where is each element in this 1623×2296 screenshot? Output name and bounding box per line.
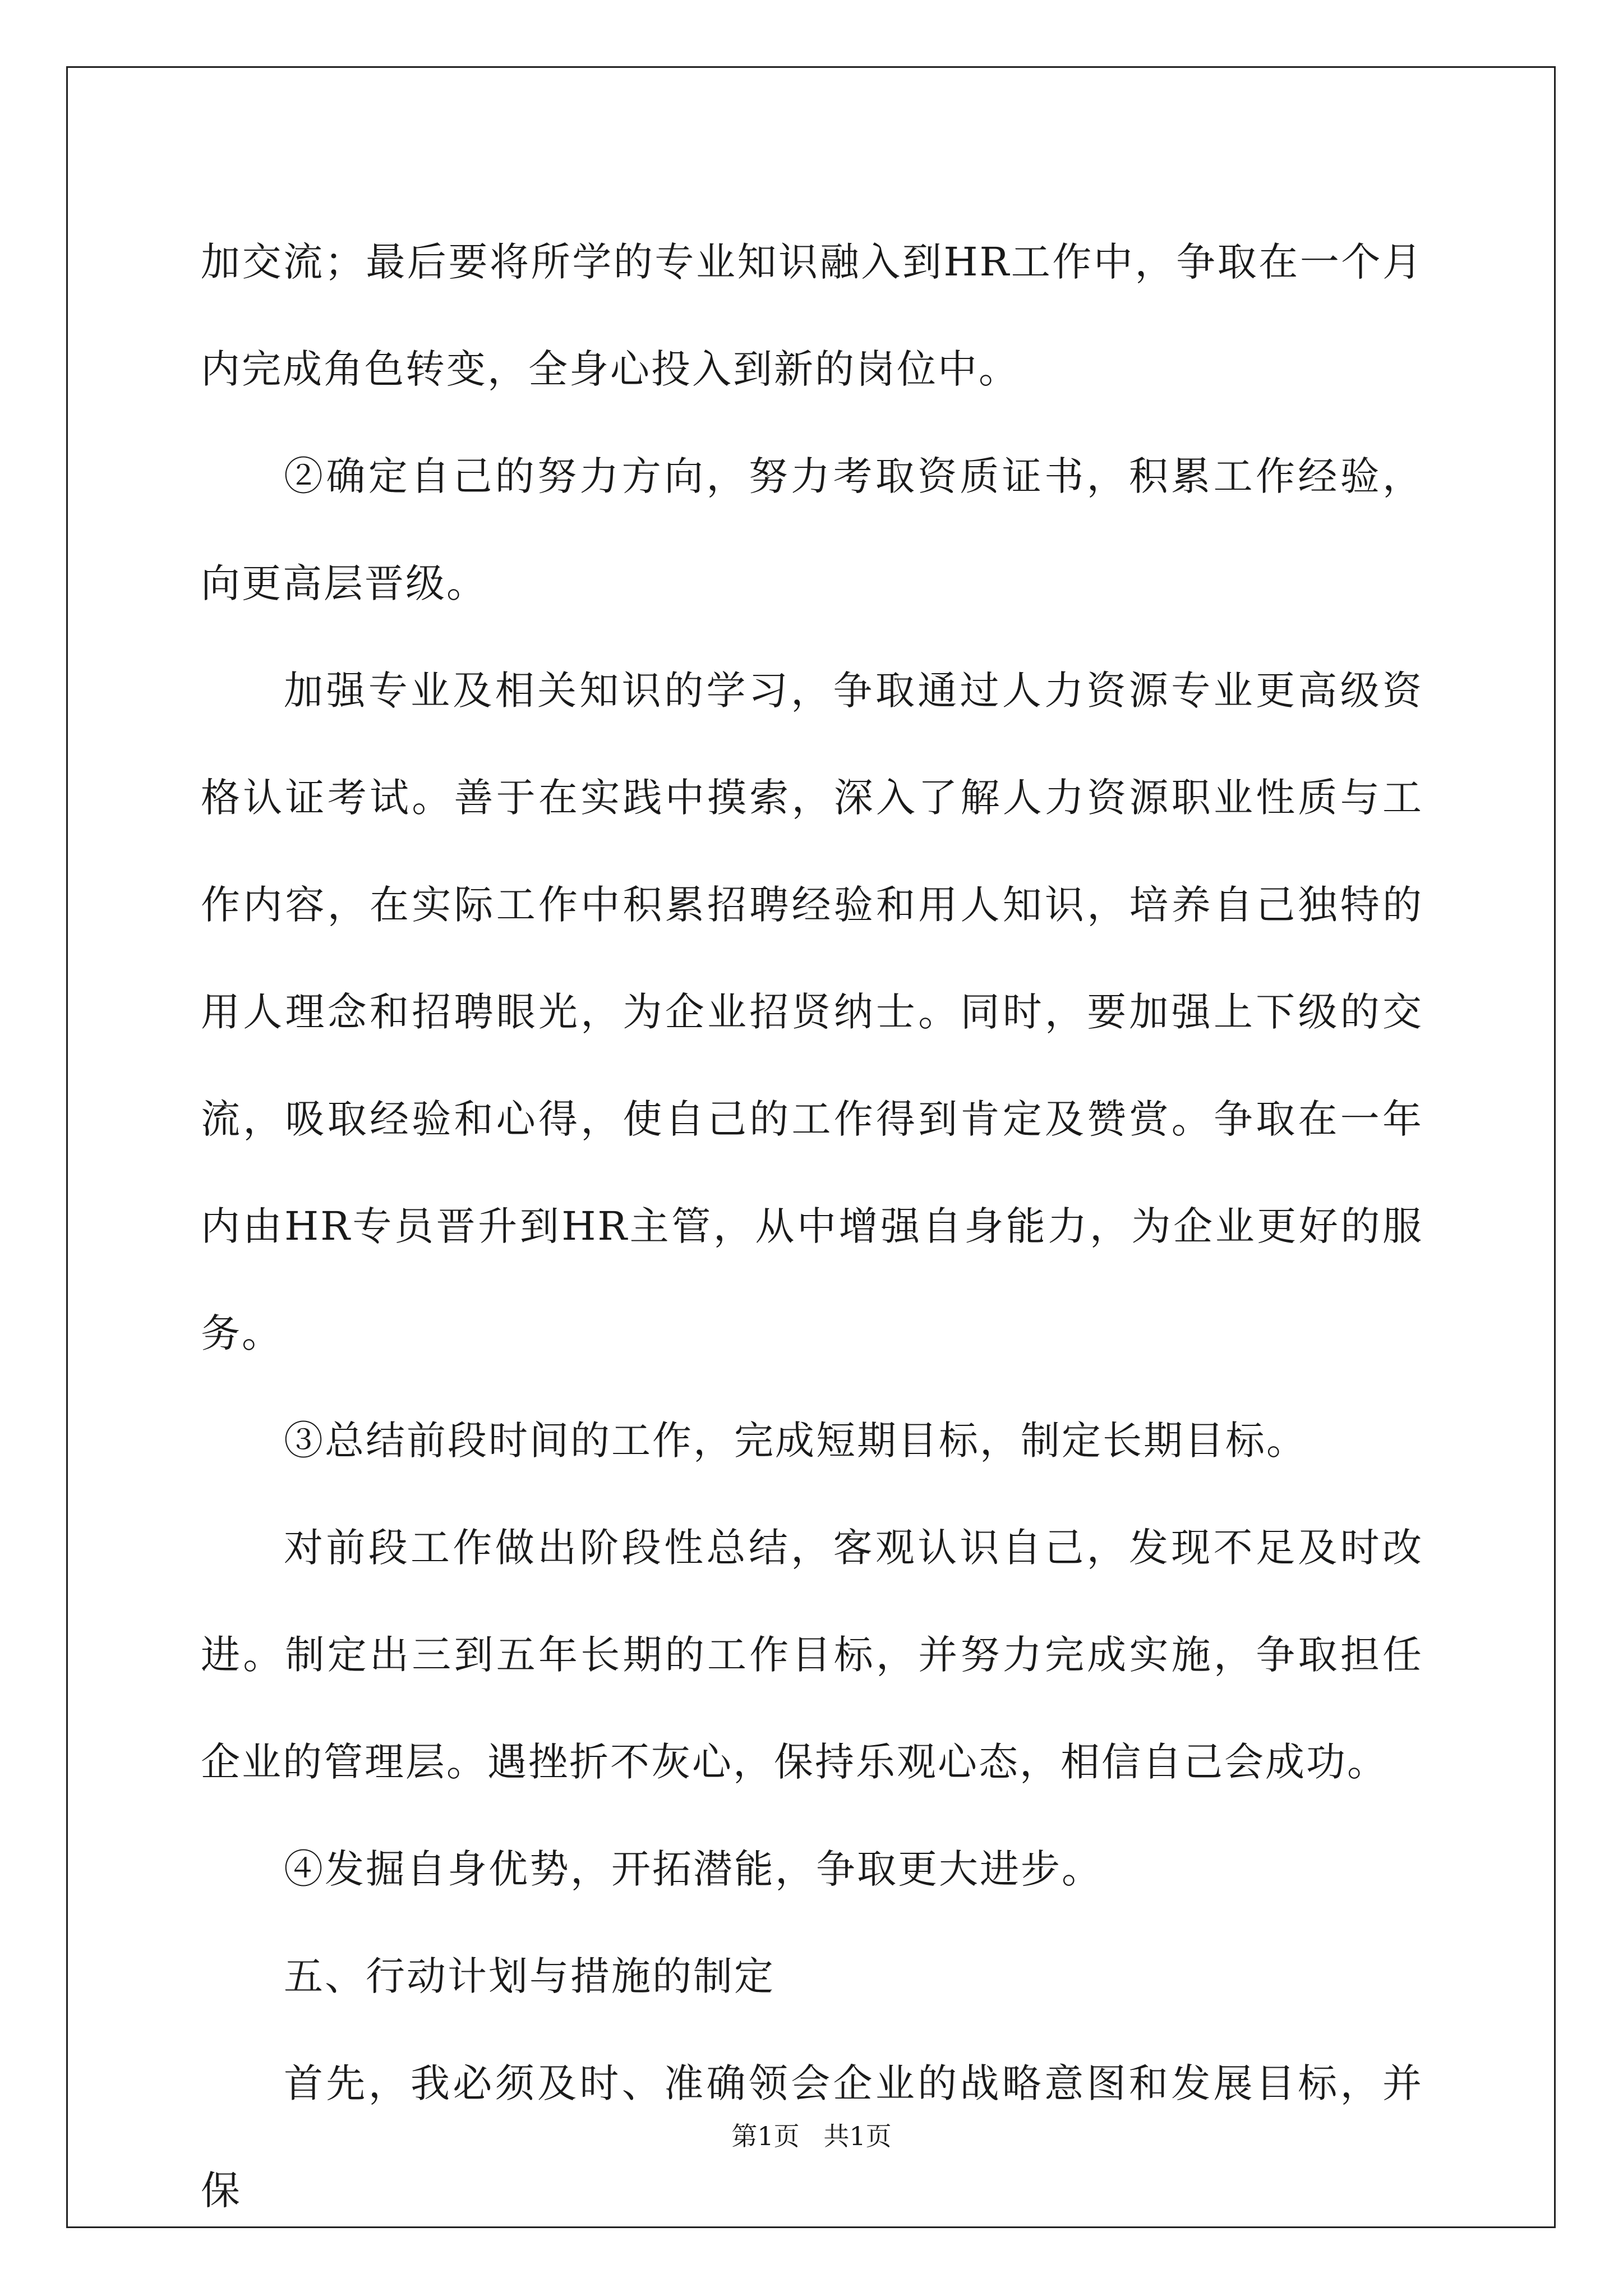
- page-total: 共1页: [823, 2121, 892, 2151]
- paragraph-summary: 对前段工作做出阶段性总结，客观认识自己，发现不足及时改进。制定出三到五年长期的工作目标，并努力完成实施，争取担任企业的管理层。遇挫折不灰心，保持乐观心态，相信自己会成功。: [201, 1525, 1423, 1785]
- paragraph-continued: 加交流；最后要将所学的专业知识融入到HR工作中，争取在一个月内完成角色转变，全身心投入到新的岗位中。: [201, 239, 1423, 392]
- paragraph-first-step: 首先，我必须及时、准确领会企业的战略意图和发展目标，并保: [201, 2060, 1423, 2214]
- page-footer: [0, 2119, 1623, 2153]
- paragraph-item-2: ②确定自己的努力方向，努力考取资质证书，积累工作经验，向更高层晋级。: [201, 453, 1423, 606]
- paragraph-item-3: ③总结前段时间的工作，完成短期目标，制定长期目标。: [284, 1418, 1307, 1464]
- paragraph-professional-study: 加强专业及相关知识的学习，争取通过人力资源专业更高级资格认证考试。善于在实践中摸索，深入了解人力资源职业性质与工作内容，在实际工作中积累招聘经验和用人知识，培养自己独特的用人理念和招聘眼光，为企业招贤纳士。同时，要加强上下级的交流，吸取经验和心得，使自己的工作得到肯定及赞赏。争取在一年内由HR专员晋升到HR主管，从中增强自身能力，为企业更好的服务。: [201, 668, 1423, 1356]
- document-body: [201, 209, 1423, 2244]
- page-number: 第1页: [731, 2121, 800, 2151]
- section-heading: 五、行动计划与措施的制定: [284, 1953, 775, 1999]
- paragraph-item-4: ④发掘自身优势，开拓潜能，争取更大进步。: [284, 1846, 1103, 1892]
